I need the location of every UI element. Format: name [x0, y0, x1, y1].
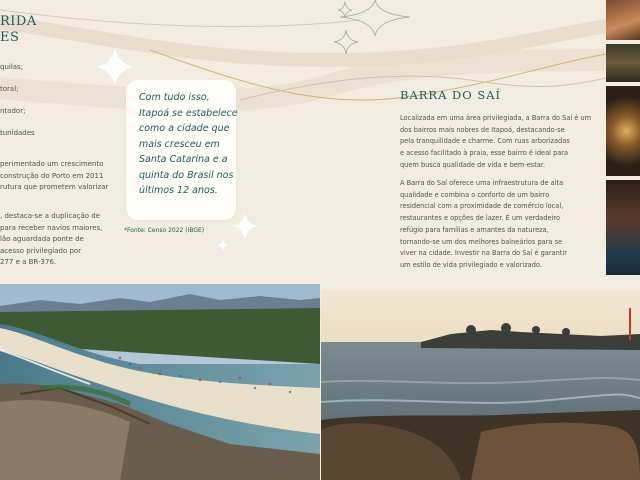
- quote-card: [126, 80, 236, 220]
- quote-line: Itapoá se estabelece: [139, 107, 238, 119]
- text-line: restaurantes e opções de lazer. É um verdadeiro: [400, 214, 561, 223]
- text-line: 277 e a BR-376.: [0, 258, 57, 266]
- sunset-shore-photo: [321, 290, 640, 480]
- location-paragraph: [400, 113, 591, 172]
- quote-line: mais cresceu em: [139, 138, 220, 150]
- thumbnail-photo: [606, 86, 640, 176]
- page-title: BARRA DO SAÍ: [400, 88, 502, 102]
- quote-line: últimos 12 anos.: [139, 185, 218, 196]
- list-item: quilas;: [0, 63, 24, 71]
- quote-text: [139, 90, 237, 199]
- list-item: toral;: [0, 85, 19, 93]
- text-line: pela tranquilidade e charme. Com ruas arborizadas: [400, 137, 570, 146]
- source-footnote: *Fonte: Censo 2022 (IBGE): [124, 227, 205, 234]
- text-line: tornando-se um dos melhores balneários para se: [400, 237, 563, 246]
- thumbnail-photo: [606, 0, 640, 40]
- sparkle-outline-icon: [338, 2, 352, 18]
- photo-thumbnail-strip: [606, 0, 640, 275]
- text-line: acesso privilegiado por: [0, 246, 82, 255]
- text-line: viver na cidade. Investir na Barra do Saí é garantir: [400, 249, 567, 258]
- growth-paragraph: [0, 159, 108, 194]
- sparkle-outline-icon: [340, 0, 410, 36]
- text-line: quem busca qualidade de vida e bem-estar.: [400, 160, 546, 169]
- text-line: para receber navios maiores,: [0, 223, 103, 232]
- heading-line: ES: [0, 30, 20, 45]
- text-line: A Barra do Saí oferece uma infraestrutura de alta: [400, 179, 564, 187]
- text-line: dos bairros mais nobres de Itapoá, destacando-se: [400, 125, 565, 134]
- text-line: lão aguardada ponte de: [0, 235, 84, 243]
- thumbnail-photo: [606, 44, 640, 82]
- text-line: refúgio para famílias e amantes da natureza,: [400, 225, 549, 234]
- quote-line: Com tudo isso,: [139, 92, 210, 103]
- quote-line: como a cidade que: [139, 123, 230, 134]
- bullet-list: [0, 56, 35, 144]
- infrastructure-paragraph: [0, 211, 102, 269]
- sparkle-outline-icon: [334, 30, 358, 54]
- text-line: residencial com a proximidade de comércio local,: [400, 202, 564, 211]
- text-line: rutura que prometem valorizar: [0, 183, 109, 191]
- list-item: tunidades: [0, 129, 35, 137]
- amenities-paragraph: [400, 178, 567, 272]
- quote-line: Santa Catarina e a: [139, 154, 228, 165]
- section-heading: [0, 14, 37, 46]
- text-line: e acesso facilitado à praia, esse bairro é ideal para: [400, 149, 569, 158]
- heading-line: RIDA: [0, 14, 37, 29]
- quote-line: quinta do Brasil nos: [139, 169, 234, 181]
- text-line: construção do Porto em 2011: [0, 171, 104, 180]
- list-item: ntador;: [0, 107, 26, 115]
- text-line: Localizada em uma área privilegiada, a Barra do Saí é um: [400, 114, 592, 122]
- text-line: perimentado um crescimento: [0, 160, 104, 168]
- beach-aerial-photo: [0, 284, 320, 480]
- text-line: qualidade e combina o conforto de um bairro: [400, 190, 550, 199]
- thumbnail-photo: [606, 180, 640, 275]
- text-line: um estilo de vida privilegiado e valorizado.: [400, 260, 542, 269]
- text-line: , destaca-se a duplicação de: [0, 212, 100, 220]
